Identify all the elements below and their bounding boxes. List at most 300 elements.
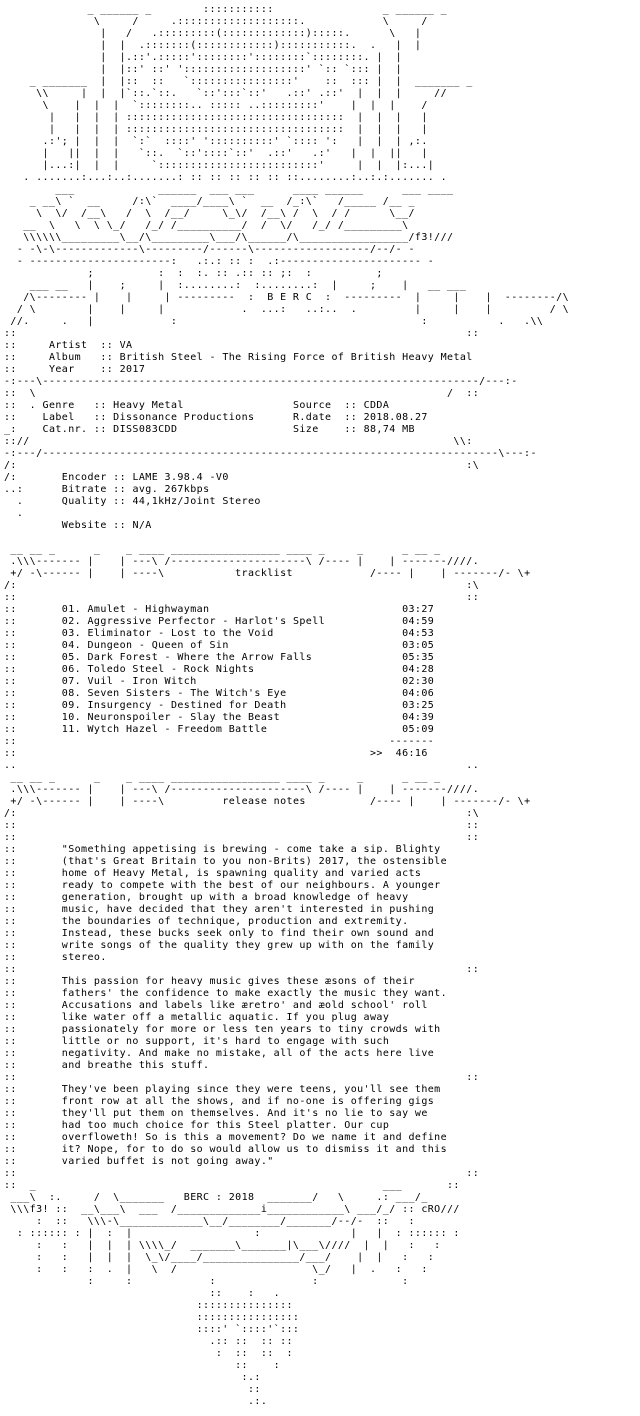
nfo-art — [30, 364, 49, 375]
year-row — [4, 364, 636, 376]
nfo-art: . — [4, 496, 62, 507]
header-art-line — [4, 316, 636, 328]
nfo-art: :: — [4, 364, 30, 375]
nfo-art: | | | | :::::::::::::::::::::::::::::::::: | | | | — [4, 124, 428, 135]
track-time: 04:53 — [402, 628, 435, 639]
notes-heading: release notes — [222, 796, 306, 807]
divider — [4, 448, 636, 460]
header-art-line — [4, 4, 636, 16]
tracklist-header — [4, 568, 636, 580]
nfo-art: \\ | | |`::.`::. `::':::`::' .::' .::' | | | // — [4, 88, 448, 99]
nfo-art: \ / .:::::::::::::::::::. \ / — [4, 16, 428, 27]
track-time: 04:39 — [402, 712, 435, 723]
size-label: Size — [292, 424, 345, 435]
nfo-art: :: — [4, 940, 62, 951]
nfo-art: .:: :: :: :: — [4, 1336, 293, 1347]
header-art-line — [4, 112, 636, 124]
nfo-art: :: — [4, 904, 62, 915]
notes-text: front row at all the shows, and if no-one is offering gigs — [61, 1096, 435, 1107]
nfo-art: : : | | | \\\\_/ _______\_______|\___\//// | | : : — [4, 1240, 441, 1251]
notes-text: like water off a metallic aquatic. If you plug away — [61, 1012, 390, 1023]
track-row — [4, 688, 636, 700]
header-art-line — [4, 40, 636, 52]
nfo-line — [4, 460, 636, 472]
track-row — [4, 616, 636, 628]
nfo-art: :: — [4, 700, 62, 711]
header-art-line — [4, 148, 636, 160]
nfo-art: | | | | :::::::::::::::::::::::::::::::::: | | | | — [4, 112, 428, 123]
footer-label: BERC : 2018 — [183, 1192, 255, 1203]
nfo-art: ::::::::::::::: — [4, 1300, 293, 1311]
nfo-art: :: :: — [4, 1072, 480, 1083]
nfo-line — [4, 1168, 636, 1180]
nfo-art: :: — [4, 412, 43, 423]
year-label: Year — [48, 364, 101, 375]
nfo-art: | || | | `::. `::'::::`::' .::' .:' | | || | — [4, 148, 428, 159]
nfo-art: :: — [4, 1000, 62, 1011]
website-label: Website — [61, 520, 114, 531]
album-value: British Steel - The Rising Force of British Heavy Metal — [119, 352, 473, 363]
track-row — [4, 724, 636, 736]
nfo-art: _ ______ _ ::::::::::: _ ______ _ — [4, 4, 448, 15]
nfo-art: :: — [100, 364, 120, 375]
nfo-art: /: :\ — [4, 808, 480, 819]
notes-line — [4, 1156, 636, 1168]
nfo-art: :: — [344, 412, 364, 423]
nfo-art: :: — [93, 400, 114, 411]
footer-art-line — [4, 1300, 636, 1312]
notes-line — [4, 892, 636, 904]
nfo-art: :: . — [4, 400, 43, 411]
track-title: Seven Sisters - The Witch's Eye — [87, 688, 403, 699]
notes-line — [4, 1132, 636, 1144]
source-label: Source — [292, 400, 345, 411]
nfo-art: / \ | | | . ...: ..:.. . | | | / \ — [4, 304, 570, 315]
nfo-art: :: — [4, 616, 62, 627]
header-art-line — [4, 268, 636, 280]
notes-line — [4, 988, 636, 1000]
artist-label: Artist — [48, 340, 101, 351]
nfo-art: :: — [113, 520, 133, 531]
notes-text: passionately for more or less ten years to tiny crowds with — [61, 1024, 441, 1035]
notes-text: ready to compete with the best of our neighbours. A younger — [61, 880, 441, 891]
track-title: Dark Forest - Where the Arrow Falls — [87, 652, 403, 663]
footer-art-line — [4, 1264, 636, 1276]
track-time: 05:35 — [402, 652, 435, 663]
nfo-art: __ \ \ \ \_/ /_/ /__________/ / \/ /_/ /_________\ — [4, 220, 409, 231]
nfo-art: :: — [4, 868, 62, 879]
footer-art-line — [4, 1228, 636, 1240]
nfo-art: :: — [4, 844, 62, 855]
header-art-line — [4, 76, 636, 88]
track-number: 10. — [61, 712, 82, 723]
nfo-art: :::::::::::::::: — [4, 1312, 300, 1323]
header-art-line — [4, 64, 636, 76]
notes-text: Instead, these bucks seek only to find their own sound and — [61, 928, 435, 939]
nfo-art: :: — [4, 1156, 62, 1167]
header-art-line — [4, 256, 636, 268]
notes-text: (that's Great Britain to you non-Brits) 2017, the ostensible — [61, 856, 448, 867]
bitrate-value: avg. 267kbps — [132, 484, 210, 495]
footer-art-line — [4, 1312, 636, 1324]
track-number: 09. — [61, 700, 82, 711]
footer-art-line — [4, 1324, 636, 1336]
footer-art-line — [4, 1360, 636, 1372]
nfo-art: :: — [4, 1108, 62, 1119]
nfo-line — [4, 556, 636, 568]
notes-text: fathers' the confidence to make exactly the music they want. — [61, 988, 448, 999]
nfo-art: :: — [4, 712, 62, 723]
track-row — [4, 664, 636, 676]
nfo-art: :: — [344, 424, 364, 435]
nfo-art: :: — [4, 664, 62, 675]
nfo-art: | | .:::::::(::::::::::::):::::::::::. . | | — [4, 40, 422, 51]
notes-line — [4, 1048, 636, 1060]
label-row — [4, 412, 636, 424]
nfo-art: : : : : : — [4, 1276, 409, 1287]
track-number: 06. — [61, 664, 82, 675]
nfo-art: :: — [93, 412, 114, 423]
nfo-art — [383, 748, 396, 759]
notes-line — [4, 1036, 636, 1048]
nfo-line — [4, 436, 636, 448]
notes-text: varied buffet is not going away." — [61, 1156, 274, 1167]
header-art-line — [4, 16, 636, 28]
header-art-line — [4, 244, 636, 256]
nfo-art: | |.::'.:::::'::::::::'::::::::`::::::::. | | — [4, 52, 403, 63]
nfo-art: .\\\------- | | ---\ /---------------------\ /---- | | -------////. — [4, 556, 480, 567]
nfo-art: - ----------------------: .:.: :: : .:---------------------- - — [4, 256, 435, 267]
total-time: 46:16 — [395, 748, 428, 759]
notes-line — [4, 916, 636, 928]
nfo-art: :: — [4, 1048, 62, 1059]
notes-text: had too much choice for this Steel platter. Our cup — [61, 1120, 390, 1131]
nfo-art: :: — [4, 676, 62, 687]
notes-text: music, have decided that they aren't interested in pushing — [61, 904, 435, 915]
header-art-line — [4, 196, 636, 208]
encoder-label: Encoder — [61, 472, 114, 483]
nfo-art: :: :: — [4, 832, 480, 843]
footer-art-line — [4, 1348, 636, 1360]
nfo-art: :: — [4, 640, 62, 651]
nfo-art: -:---/-----------------------------------------------------------------------\---:- — [4, 448, 537, 459]
nfo-art: :: — [4, 724, 62, 735]
nfo-line — [4, 580, 636, 592]
nfo-line — [4, 772, 636, 784]
nfo-art: ..: — [4, 484, 62, 495]
label-value: Dissonance Productions — [113, 412, 293, 423]
header-art-line — [4, 124, 636, 136]
tracklist-heading: tracklist — [235, 568, 293, 579]
nfo-art: :: — [4, 340, 30, 351]
artist-value: VA — [119, 340, 133, 351]
nfo-art: :: — [4, 916, 62, 927]
nfo-line — [4, 592, 636, 604]
total-rule: ------- — [389, 736, 435, 747]
track-number: 01. — [61, 604, 82, 615]
nfo-art: :: :: — [4, 964, 480, 975]
nfo-line — [4, 544, 636, 556]
notes-line — [4, 940, 636, 952]
header-art-line — [4, 100, 636, 112]
nfo-art: :: — [4, 928, 62, 939]
nfo-art: ; : : :. :: .:: :: ;: : ; — [4, 268, 383, 279]
nfo-art: :: : — [4, 1360, 281, 1371]
nfo-art: _ __\ ` __ /:\` ____/____\ ` __ /_:\` /_____ /__ _ — [4, 196, 415, 207]
source-value: CDDA — [363, 400, 390, 411]
nfo-art — [4, 520, 62, 531]
notes-text: This passion for heavy music gives these æsons of their — [61, 976, 415, 987]
footer-label-row — [4, 1192, 636, 1204]
notes-line — [4, 1120, 636, 1132]
nfo-art: .. .. — [4, 760, 480, 771]
track-time: 04:59 — [402, 616, 435, 627]
nfo-art: +/ -\------ | | ----\ — [4, 796, 223, 807]
track-row — [4, 628, 636, 640]
nfo-art: \\\\\\_________\__/\_________\___/\______/\_________________/f3!/// — [4, 232, 454, 243]
footer-art-line — [4, 1252, 636, 1264]
nfo-art: - -\-\-------------\---------/------\------------------/--/- - — [4, 244, 415, 255]
notes-text: They've been playing since they were teens, you'll see them — [61, 1084, 441, 1095]
nfo-art: :: — [93, 424, 114, 435]
nfo-art: :: — [4, 1060, 62, 1071]
nfo-art: : :: :: : — [4, 1348, 293, 1359]
track-time: 03:05 — [402, 640, 435, 651]
header-art-line — [4, 292, 636, 304]
nfo-art: :: :: — [4, 1168, 480, 1179]
nfo-art: ___ ______ ___ ___ ____ ______ ___ ____ — [4, 184, 454, 195]
artist-row — [4, 340, 636, 352]
nfo-art: _: — [4, 424, 43, 435]
footer-art-line — [4, 1276, 636, 1288]
encoder-row — [4, 472, 636, 484]
nfo-art: :: — [4, 1024, 62, 1035]
nfo-art: :: — [4, 1012, 62, 1023]
nfo-art: /\-------- | | | --------- : B E R C : --------- | | | --------/\ — [4, 292, 570, 303]
nfo-art: //. . | : : . .\\ — [4, 316, 544, 327]
notes-line — [4, 1000, 636, 1012]
nfo-art: :: :: — [4, 328, 480, 339]
nfo-art: :: — [4, 652, 62, 663]
nfo-art: ::// \\: — [4, 436, 473, 447]
track-row — [4, 676, 636, 688]
album-row — [4, 352, 636, 364]
year-value: 2017 — [119, 364, 146, 375]
footer-art-line — [4, 1396, 636, 1408]
nfo-art: :: — [4, 976, 62, 987]
header-art-line — [4, 172, 636, 184]
nfo-line — [4, 760, 636, 772]
nfo-art: :: — [100, 352, 120, 363]
header-art-line — [4, 304, 636, 316]
quality-value: 44,1kHz/Joint Stereo — [132, 496, 261, 507]
catnr-label: Cat.nr. — [42, 424, 94, 435]
nfo-line — [4, 784, 636, 796]
size-value: 88,74 MB — [363, 424, 415, 435]
nfo-art: \ | | | `::::::::.. ::::: ..:::::::::' | | | / — [4, 100, 428, 111]
nfo-art: :: — [4, 736, 390, 747]
nfo-art: __ __ _ _ _ ____ _________________ ____ _ _ _ __ _ — [4, 772, 441, 783]
track-title: Dungeon - Queen of Sin — [87, 640, 403, 651]
notes-text: little or no support, it's hard to engage with such — [61, 1036, 390, 1047]
footer-art-line — [4, 1240, 636, 1252]
track-time: 04:28 — [402, 664, 435, 675]
quality-label: Quality — [61, 496, 114, 507]
notes-header — [4, 796, 636, 808]
notes-text: generation, brought up with a broad knowledge of heavy — [61, 892, 409, 903]
nfo-document — [4, 4, 636, 1412]
notes-line — [4, 1012, 636, 1024]
notes-text: and breathe this stuff. — [61, 1060, 210, 1071]
quality-row — [4, 496, 636, 508]
header-art-line — [4, 208, 636, 220]
nfo-art: _______/ \ .: ___/_ — [254, 1192, 428, 1203]
track-number: 04. — [61, 640, 82, 651]
track-title: Toledo Steel - Rock Nights — [87, 664, 403, 675]
encoder-value: LAME 3.98.4 -V0 — [132, 472, 229, 483]
bitrate-row — [4, 484, 636, 496]
header-art-line — [4, 184, 636, 196]
nfo-art: |...:| | | `:::::::::::::::::::::::::' | | |:...| — [4, 160, 435, 171]
nfo-art: :: — [4, 1144, 62, 1155]
notes-line — [4, 928, 636, 940]
track-title: Amulet - Highwayman — [87, 604, 403, 615]
nfo-art: :: — [4, 748, 370, 759]
album-label: Album — [48, 352, 101, 363]
nfo-art: :: — [4, 1132, 62, 1143]
nfo-art: :: : . — [4, 1288, 281, 1299]
nfo-art: /: — [4, 472, 62, 483]
track-title: Eliminator - Lost to the Void — [87, 628, 403, 639]
track-title: Insurgency - Destined for Death — [87, 700, 403, 711]
nfo-art: :: — [4, 892, 62, 903]
nfo-art: :: — [4, 1120, 62, 1131]
website-row — [4, 520, 636, 532]
notes-text: Accusations and labels like æretro' and æold school' roll — [61, 1000, 428, 1011]
notes-text: write songs of the quality they grew up with on the family — [61, 940, 435, 951]
notes-line — [4, 1108, 636, 1120]
nfo-art: : : : . | \ / \_/ | . : : — [4, 1264, 428, 1275]
nfo-art: :: _ ___ :: — [4, 1180, 460, 1191]
notes-text: it? Nope, for to do so would allow us to dismiss it and this — [61, 1144, 448, 1155]
nfo-art: . .......:...:..:.......: :: :: :: :: :: ::........:..:.:....... . — [4, 172, 448, 183]
genre-label: Genre — [42, 400, 94, 411]
notes-line — [4, 1084, 636, 1096]
nfo-art: :: — [113, 472, 133, 483]
total-row — [4, 748, 636, 760]
nfo-art: __ __ _ _ _ ____ _________________ ____ _ _ _ __ _ — [4, 544, 441, 555]
track-row — [4, 700, 636, 712]
nfo-art: | |::' ::' ':::::::::::::::::::' `:: `::: | | — [4, 64, 403, 75]
track-time: 02:30 — [402, 676, 435, 687]
notes-line — [4, 952, 636, 964]
footer-art-line — [4, 1288, 636, 1300]
bitrate-label: Bitrate — [61, 484, 114, 495]
nfo-art: :: — [4, 1096, 62, 1107]
track-row — [4, 652, 636, 664]
nfo-art: | / .:::::::::(:::::::::::::):::::. \ | — [4, 28, 422, 39]
track-title: Vuil - Iron Witch — [87, 676, 403, 687]
notes-line — [4, 904, 636, 916]
nfo-art: \ \/ /__\ / \ /__/ \_\/ /__\ / \ / / \__/ — [4, 208, 415, 219]
nfo-art: : :: \\\-\_____________\__/________/_______/--/- :: : — [4, 1216, 415, 1227]
track-number: 05. — [61, 652, 82, 663]
header-art-line — [4, 232, 636, 244]
header-art-line — [4, 220, 636, 232]
catnr-value: DISS083CDD — [113, 424, 293, 435]
track-time: 03:27 — [402, 604, 435, 615]
nfo-art: /---- | | -------/- \+ — [292, 568, 531, 579]
track-number: 07. — [61, 676, 82, 687]
nfo-art: :: — [344, 400, 364, 411]
website-value: N/A — [132, 520, 152, 531]
nfo-art: :: — [4, 352, 30, 363]
footer-art-line — [4, 1384, 636, 1396]
nfo-art: :: \ / :: — [4, 388, 480, 399]
nfo-art: :: — [4, 1036, 62, 1047]
nfo-art: :: :: — [4, 820, 480, 831]
nfo-art: :: — [113, 484, 133, 495]
header-art-line — [4, 280, 636, 292]
nfo-line — [4, 736, 636, 748]
nfo-line — [4, 820, 636, 832]
genre-row — [4, 400, 636, 412]
nfo-art: :: — [4, 1384, 261, 1395]
footer-art-line — [4, 1336, 636, 1348]
nfo-art: /---- | | -------/- \+ — [305, 796, 531, 807]
track-time: 05:09 — [402, 724, 435, 735]
notes-line — [4, 1144, 636, 1156]
notes-line — [4, 1096, 636, 1108]
nfo-art: :: — [4, 604, 62, 615]
nfo-line — [4, 832, 636, 844]
label-label: Label — [42, 412, 94, 423]
notes-text: the boundaries of technique, production and extremity. — [61, 916, 409, 927]
notes-line — [4, 1024, 636, 1036]
track-time: 04:06 — [402, 688, 435, 699]
nfo-line — [4, 808, 636, 820]
nfo-line — [4, 388, 636, 400]
nfo-art: ___\ :. / \_______ — [4, 1192, 184, 1203]
notes-text: negativity. And make no mistake, all of the acts here live — [61, 1048, 435, 1059]
track-number: 03. — [61, 628, 82, 639]
footer-art-line — [4, 1216, 636, 1228]
footer-art-line — [4, 1204, 636, 1216]
nfo-art: ___ __ | ; | :........: :........: | ; | __ ___ — [4, 280, 467, 291]
divider — [4, 376, 636, 388]
nfo-art: : :::::: : | : | : | | : :::::: : — [4, 1228, 460, 1239]
nfo-art: :: — [4, 1084, 62, 1095]
nfo-art: :: — [4, 952, 62, 963]
track-number: 08. — [61, 688, 82, 699]
nfo-line — [4, 532, 636, 544]
nfo-art: : : | | | \_\/____/_______________/___/ | | : : — [4, 1252, 435, 1263]
nfo-art: \\\f3! :: __\___\ ___ /_____________i____________\ ___/_/ :: cRO/// — [4, 1204, 460, 1215]
notes-text: overfloweth! So is this a movement? Do we name it and define — [61, 1132, 448, 1143]
notes-text: they'll put them on themselves. And it's no lie to say we — [61, 1108, 428, 1119]
nfo-art: .:. — [4, 1396, 268, 1407]
nfo-line — [4, 328, 636, 340]
track-title: Aggressive Perfector - Harlot's Spell — [87, 616, 403, 627]
track-time: 03:25 — [402, 700, 435, 711]
nfo-art — [30, 352, 49, 363]
notes-text: home of Heavy Metal, is spawning quality and varied acts — [61, 868, 422, 879]
track-title: Wytch Hazel - Freedom Battle — [87, 724, 403, 735]
nfo-art: :: — [113, 496, 133, 507]
notes-line — [4, 856, 636, 868]
genre-value: Heavy Metal — [113, 400, 293, 411]
catnr-row — [4, 424, 636, 436]
